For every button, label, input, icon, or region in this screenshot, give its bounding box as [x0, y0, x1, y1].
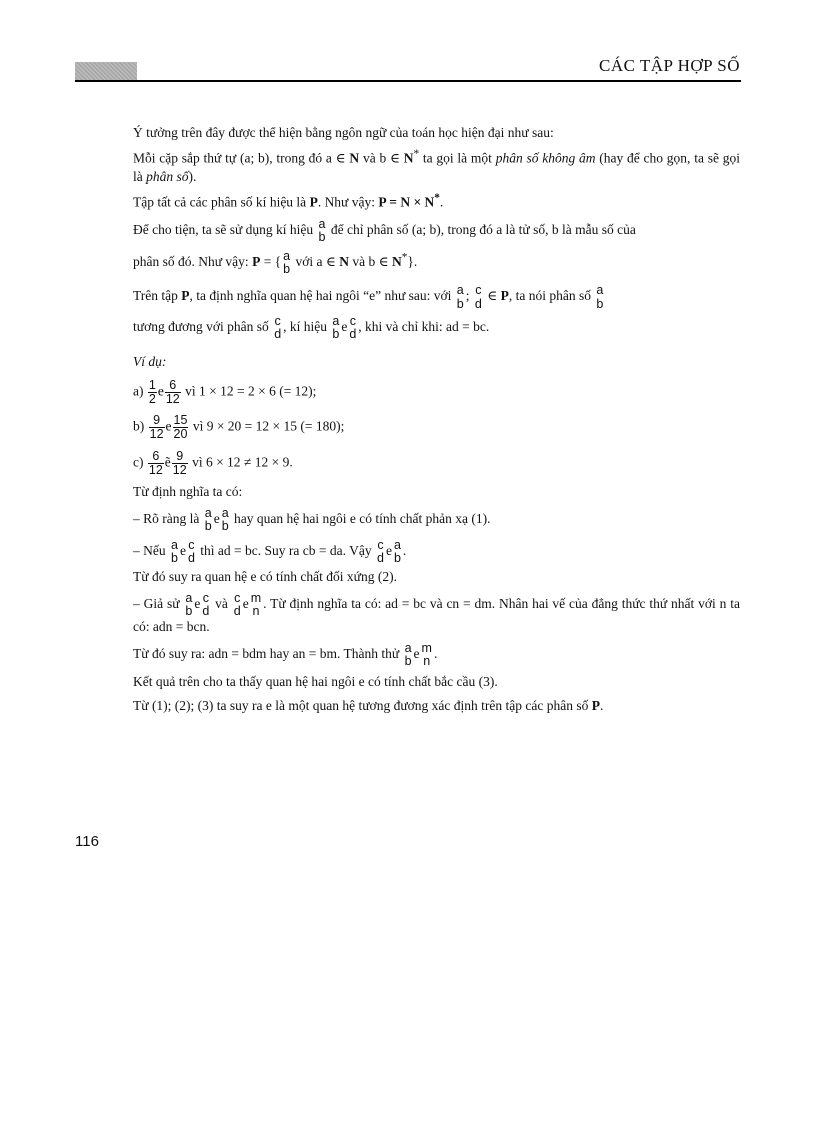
numerator: c	[475, 283, 482, 298]
numerator: 9	[153, 413, 161, 428]
symbol-N: N	[349, 150, 360, 166]
text: .	[439, 194, 444, 210]
symbol-N: N	[339, 254, 349, 270]
denominator: d	[349, 326, 357, 341]
text: }.	[407, 254, 418, 270]
paragraph-transitive	[133, 592, 740, 636]
fraction	[250, 592, 262, 618]
term-italic: phân số	[146, 168, 189, 184]
symbol-P: P	[181, 288, 190, 304]
fraction	[201, 592, 210, 618]
denominator: n	[252, 603, 260, 618]
relation-symbol: e	[385, 543, 392, 559]
denominator: n	[423, 654, 431, 669]
text: a)	[133, 383, 147, 399]
text: , ta định nghĩa quan hệ hai ngôi “e” như sau: với	[189, 288, 455, 304]
paragraph-definition	[133, 147, 740, 186]
text: Tập tất cả các phân số kí hiệu là	[133, 194, 310, 210]
relation-symbol: e	[194, 596, 201, 611]
numerator: a	[596, 283, 604, 298]
fraction	[173, 414, 189, 441]
fraction	[233, 592, 242, 618]
relation-symbol: e	[341, 318, 348, 334]
header-rule	[75, 80, 741, 82]
denominator: b	[185, 603, 193, 618]
paragraph	[133, 568, 740, 586]
fraction	[318, 218, 327, 244]
denominator: d	[474, 296, 482, 311]
text: (hay để cho gọn, ta sẽ gọi là	[133, 150, 740, 184]
paragraph-equivalence	[133, 315, 740, 341]
paragraph-notation	[133, 218, 740, 244]
numerator: c	[234, 590, 241, 605]
numerator: c	[274, 313, 281, 328]
numerator: a	[283, 249, 291, 264]
text: và	[211, 596, 232, 611]
fraction	[282, 250, 291, 276]
text: Từ đó suy ra: adn = bdm hay an = bm. Thành thử	[133, 646, 403, 662]
numerator: a	[404, 641, 412, 656]
numerator: 15	[173, 413, 188, 428]
example-title	[133, 353, 740, 371]
numerator: a	[221, 506, 229, 521]
text: .	[433, 646, 438, 662]
text: Ý tưởng trên đây được thể hiện bằng ngôn ngữ của toán học hiện đại như sau:	[133, 125, 554, 140]
relation-symbol: e	[242, 596, 249, 611]
numerator: a	[393, 538, 401, 553]
relation-symbol: e	[213, 511, 220, 527]
text: và b ∈	[348, 254, 392, 270]
numerator: 1	[148, 378, 156, 393]
text: . Từ định nghĩa ta có: ad = bc và cn = dm. Nhân hai vế của đẳng thức thứ nhất với n ta có: adn = bcn.	[133, 596, 740, 635]
denominator: 2	[148, 392, 156, 407]
denominator: b	[393, 551, 401, 566]
text: vì 6 × 12 ≠ 12 × 9.	[188, 454, 293, 470]
text: và b ∈	[359, 150, 404, 166]
numerator: a	[456, 283, 464, 298]
superscript-star: *	[413, 148, 420, 161]
main-content	[133, 124, 740, 715]
not-relation-symbol: ẽ	[164, 454, 171, 470]
numerator: m	[250, 590, 262, 605]
text: – Rõ ràng là	[133, 511, 203, 527]
numerator: a	[318, 216, 326, 231]
text: , khi và chỉ khi: ad = bc.	[358, 318, 490, 334]
denominator: d	[202, 603, 210, 618]
fraction	[165, 379, 181, 406]
symbol-N: N	[391, 254, 402, 270]
text: Từ đó suy ra quan hệ e có tính chất đối xứng (2).	[133, 568, 397, 584]
superscript-star: *	[401, 251, 408, 264]
symbol-P: P	[591, 697, 600, 713]
fraction	[148, 450, 164, 477]
text: để chỉ phân số (a; b), trong đó a là tử số, b là mẫu số của	[327, 222, 636, 238]
text: Mỗi cặp sắp thứ tự (a; b), trong đó a ∈	[133, 150, 350, 166]
example-a	[133, 379, 740, 406]
text: ;	[465, 288, 473, 304]
fraction	[221, 507, 230, 533]
symbol-P: P	[309, 194, 318, 210]
example-b	[133, 414, 740, 441]
denominator: 12	[172, 462, 187, 477]
paragraph-reflexive	[133, 507, 740, 533]
text: thì ad = bc. Suy ra cb = da. Vậy	[196, 543, 375, 559]
text: Trên tập	[133, 288, 182, 304]
example-c	[133, 450, 740, 477]
text: ∈	[483, 288, 501, 304]
symbol-N: N	[403, 150, 414, 166]
text: vì 9 × 20 = 12 × 15 (= 180);	[189, 419, 345, 435]
fraction	[595, 284, 604, 310]
denominator: b	[456, 296, 464, 311]
denominator: b	[283, 262, 291, 277]
text: phân số đó. Như vậy:	[133, 254, 253, 270]
denominator: 12	[149, 427, 164, 442]
text: hay quan hệ hai ngôi e có tính chất phản xạ (1).	[230, 511, 491, 527]
denominator: d	[274, 326, 282, 341]
page-header-title: CÁC TẬP HỢP SỐ	[599, 56, 740, 75]
fraction	[273, 315, 282, 341]
symbol-P: P	[500, 288, 509, 304]
text: Để cho tiện, ta sẽ sử dụng kí hiệu	[133, 222, 317, 238]
numerator: 6	[169, 378, 177, 393]
paragraph-relation	[133, 284, 740, 310]
numerator: 6	[152, 448, 160, 463]
numerator: c	[202, 590, 209, 605]
paragraph-set-def	[133, 250, 740, 276]
relation-symbol: e	[413, 646, 420, 662]
text: – Giả sử	[133, 596, 184, 611]
numerator: a	[204, 506, 212, 521]
denominator: b	[404, 654, 412, 669]
symbol-P: P	[252, 254, 261, 270]
text: – Nếu	[133, 543, 169, 559]
denominator: d	[187, 551, 195, 566]
text: Từ định nghĩa ta có:	[133, 483, 243, 499]
fraction	[204, 507, 213, 533]
numerator: 9	[176, 448, 184, 463]
numerator: a	[171, 538, 178, 553]
numerator: c	[188, 538, 195, 553]
denominator: d	[233, 603, 241, 618]
text: b)	[133, 419, 148, 435]
fraction	[172, 450, 188, 477]
text: = {	[260, 254, 282, 270]
numerator: m	[421, 641, 432, 656]
denominator: b	[596, 296, 604, 311]
text: Kết quả trên cho ta thấy quan hệ hai ngôi e có tính chất bắc cầu (3).	[133, 673, 498, 689]
paragraph-deduction	[133, 642, 740, 668]
text: .	[599, 697, 604, 713]
fraction	[348, 315, 357, 341]
text: Từ (1); (2); (3) ta suy ra e là một quan hệ tương đương xác định trên tập các phân số	[133, 697, 592, 713]
paragraph	[133, 483, 740, 501]
denominator: d	[376, 551, 384, 566]
text: ta gọi là một	[419, 150, 496, 166]
paragraph-conclusion	[133, 697, 740, 715]
fraction	[393, 539, 402, 565]
text: . Như vậy:	[317, 194, 379, 210]
text: Ví dụ:	[133, 353, 167, 369]
text: , ta nói phân số	[508, 288, 595, 304]
page-number: 116	[75, 833, 99, 850]
paragraph-set-P	[133, 191, 740, 212]
numerator: c	[377, 538, 384, 553]
fraction	[421, 642, 433, 668]
relation-symbol: e	[157, 383, 164, 399]
text: , kí hiệu	[283, 318, 331, 334]
formula: P = N × N	[378, 194, 435, 210]
fraction	[474, 284, 483, 310]
denominator: 20	[173, 427, 188, 442]
fraction	[404, 642, 413, 668]
paragraph	[133, 124, 740, 142]
term-italic: phân số không âm	[495, 150, 596, 166]
denominator: 12	[165, 392, 180, 407]
denominator: 12	[148, 462, 163, 477]
paragraph	[133, 673, 740, 691]
fraction	[376, 539, 385, 565]
text: c)	[133, 454, 147, 470]
denominator: b	[332, 326, 340, 341]
numerator: a	[185, 590, 193, 605]
text: ).	[188, 168, 197, 184]
denominator: b	[221, 519, 229, 534]
fraction	[331, 315, 340, 341]
text: .	[402, 543, 407, 559]
fraction	[170, 539, 179, 565]
fraction	[184, 592, 193, 618]
text: tương đương với phân số	[133, 318, 273, 334]
denominator: b	[171, 551, 178, 566]
denominator: b	[318, 230, 326, 244]
fraction	[149, 414, 165, 441]
fraction	[148, 379, 157, 406]
superscript-star: *	[434, 192, 440, 205]
relation-symbol: e	[165, 419, 172, 435]
fraction	[187, 539, 196, 565]
numerator: c	[349, 313, 356, 328]
text: với a ∈	[292, 254, 340, 270]
numerator: a	[332, 313, 340, 328]
paragraph-symmetric	[133, 539, 740, 565]
text: vì 1 × 12 = 2 × 6 (= 12);	[181, 383, 317, 399]
relation-symbol: e	[179, 543, 186, 559]
fraction	[456, 284, 465, 310]
header-decoration	[75, 62, 137, 80]
denominator: b	[204, 519, 212, 534]
